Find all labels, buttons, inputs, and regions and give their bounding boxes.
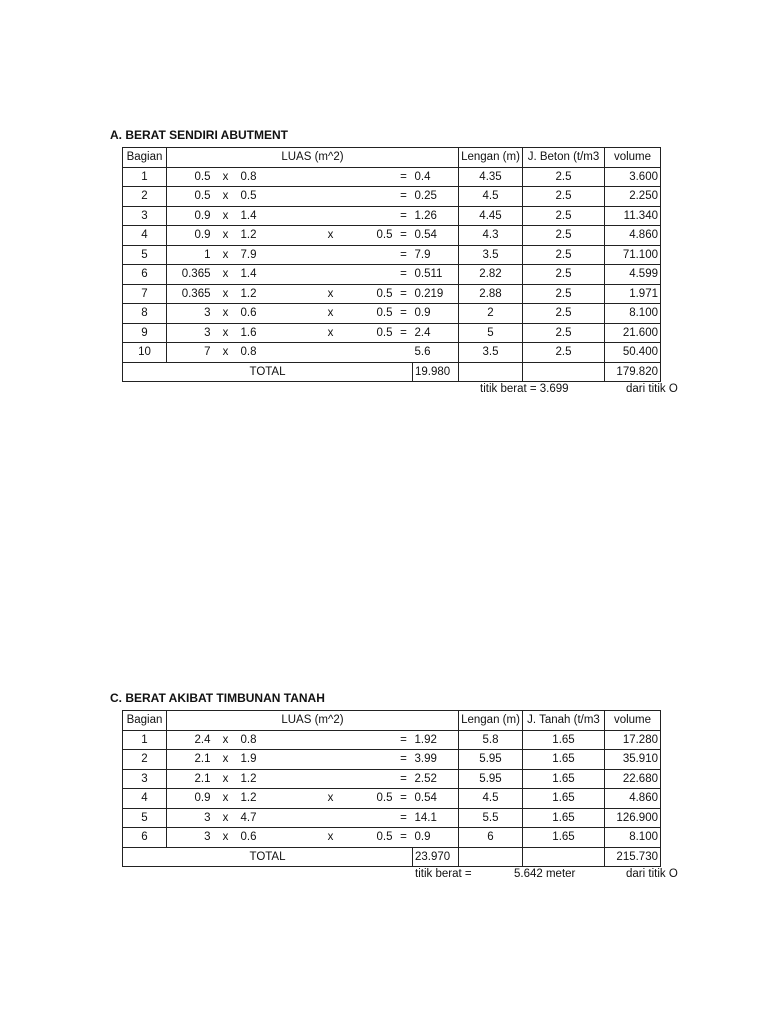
cell-times-2: x (309, 789, 353, 809)
cell-luas: 0.9 (413, 828, 459, 848)
cell-dim-c (353, 167, 395, 187)
cell-equals: = (395, 789, 413, 809)
cell-volume: 11.340 (605, 206, 661, 226)
header-lengan: Lengan (m) (459, 711, 523, 731)
cell-lengan: 2.82 (459, 265, 523, 285)
cell-lengan: 4.3 (459, 226, 523, 246)
cell-bagian: 6 (123, 828, 167, 848)
cell-equals: = (395, 304, 413, 324)
cell-lengan: 5 (459, 323, 523, 343)
cell-lengan: 5.95 (459, 769, 523, 789)
table-row (123, 750, 661, 770)
cell-berat-jenis: 1.65 (523, 808, 605, 828)
cell-volume: 17.280 (605, 730, 661, 750)
cell-berat-jenis: 2.5 (523, 323, 605, 343)
cell-lengan: 4.45 (459, 206, 523, 226)
cell-equals: = (395, 226, 413, 246)
abutment-weight-table (122, 147, 661, 382)
cell-times-2 (309, 206, 353, 226)
cell-dim-c (353, 265, 395, 285)
cell-dim-b: 1.2 (239, 789, 309, 809)
table-row (123, 808, 661, 828)
table-row (123, 226, 661, 246)
cell-berat-jenis: 1.65 (523, 769, 605, 789)
cell-dim-b: 1.2 (239, 769, 309, 789)
cell-berat-jenis: 1.65 (523, 730, 605, 750)
cell-dim-a: 7 (167, 343, 213, 363)
header-berat-jenis: J. Tanah (t/m3 (523, 711, 605, 731)
header-bagian: Bagian (123, 148, 167, 168)
header-luas: LUAS (m^2) (167, 711, 459, 731)
total-empty-lengan (459, 362, 523, 382)
cell-dim-b: 1.2 (239, 226, 309, 246)
cell-equals: = (395, 808, 413, 828)
cell-berat-jenis: 2.5 (523, 187, 605, 207)
cell-times-1: x (213, 730, 239, 750)
cell-dim-c (353, 187, 395, 207)
cell-volume: 50.400 (605, 343, 661, 363)
cell-dim-c (353, 808, 395, 828)
cell-dim-b: 0.8 (239, 343, 309, 363)
cell-luas: 2.4 (413, 323, 459, 343)
cell-volume: 2.250 (605, 187, 661, 207)
cell-dim-b: 1.6 (239, 323, 309, 343)
cell-berat-jenis: 2.5 (523, 167, 605, 187)
cell-luas: 0.54 (413, 789, 459, 809)
cell-equals (395, 343, 413, 363)
cell-volume: 1.971 (605, 284, 661, 304)
cell-luas: 0.9 (413, 304, 459, 324)
cell-volume: 126.900 (605, 808, 661, 828)
titik-berat-value: 5.642 meter (514, 868, 576, 880)
total-row (123, 847, 661, 867)
table-row (123, 245, 661, 265)
cell-times-2 (309, 769, 353, 789)
cell-equals: = (395, 284, 413, 304)
cell-times-1: x (213, 323, 239, 343)
cell-bagian: 6 (123, 265, 167, 285)
cell-equals: = (395, 245, 413, 265)
cell-luas: 3.99 (413, 750, 459, 770)
cell-lengan: 6 (459, 828, 523, 848)
header-volume: volume (605, 148, 661, 168)
cell-times-2 (309, 808, 353, 828)
cell-volume: 4.860 (605, 789, 661, 809)
total-empty-lengan (459, 847, 523, 867)
cell-times-2: x (309, 323, 353, 343)
section-title: C. BERAT AKIBAT TIMBUNAN TANAH (110, 691, 325, 705)
total-label: TOTAL (123, 362, 413, 382)
cell-lengan: 4.5 (459, 187, 523, 207)
cell-times-1: x (213, 245, 239, 265)
cell-equals: = (395, 750, 413, 770)
cell-dim-c: 0.5 (353, 789, 395, 809)
cell-volume: 35.910 (605, 750, 661, 770)
cell-bagian: 5 (123, 808, 167, 828)
cell-dim-a: 0.9 (167, 206, 213, 226)
cell-luas: 0.54 (413, 226, 459, 246)
cell-berat-jenis: 1.65 (523, 828, 605, 848)
cell-bagian: 4 (123, 789, 167, 809)
cell-luas: 7.9 (413, 245, 459, 265)
cell-dim-c: 0.5 (353, 226, 395, 246)
total-empty-berat-jenis (523, 847, 605, 867)
cell-dim-a: 2.4 (167, 730, 213, 750)
cell-luas: 0.219 (413, 284, 459, 304)
cell-dim-b: 0.8 (239, 167, 309, 187)
cell-dim-c (353, 769, 395, 789)
cell-times-2 (309, 265, 353, 285)
cell-bagian: 3 (123, 769, 167, 789)
table-row (123, 187, 661, 207)
table-row (123, 265, 661, 285)
cell-equals: = (395, 323, 413, 343)
cell-dim-b: 1.4 (239, 206, 309, 226)
cell-luas: 0.511 (413, 265, 459, 285)
cell-times-1: x (213, 226, 239, 246)
total-label: TOTAL (123, 847, 413, 867)
table-row (123, 206, 661, 226)
cell-berat-jenis: 1.65 (523, 750, 605, 770)
cell-times-2 (309, 343, 353, 363)
cell-lengan: 2 (459, 304, 523, 324)
cell-times-1: x (213, 769, 239, 789)
cell-times-1: x (213, 206, 239, 226)
cell-lengan: 4.5 (459, 789, 523, 809)
cell-dim-b: 7.9 (239, 245, 309, 265)
header-volume: volume (605, 711, 661, 731)
cell-bagian: 2 (123, 187, 167, 207)
cell-bagian: 1 (123, 730, 167, 750)
cell-luas: 2.52 (413, 769, 459, 789)
table-row (123, 730, 661, 750)
cell-times-2: x (309, 284, 353, 304)
table-row (123, 284, 661, 304)
cell-lengan: 3.5 (459, 245, 523, 265)
table-row (123, 769, 661, 789)
cell-dim-a: 0.365 (167, 265, 213, 285)
cell-times-1: x (213, 187, 239, 207)
cell-luas: 0.25 (413, 187, 459, 207)
cell-dim-b: 0.8 (239, 730, 309, 750)
cell-dim-a: 3 (167, 828, 213, 848)
total-volume: 179.820 (605, 362, 661, 382)
cell-bagian: 5 (123, 245, 167, 265)
cell-dim-a: 3 (167, 808, 213, 828)
cell-times-2 (309, 245, 353, 265)
cell-bagian: 4 (123, 226, 167, 246)
titik-berat-label: titik berat = 3.699 (480, 383, 569, 395)
cell-bagian: 8 (123, 304, 167, 324)
cell-dim-b: 1.4 (239, 265, 309, 285)
cell-dim-a: 3 (167, 323, 213, 343)
cell-volume: 8.100 (605, 828, 661, 848)
cell-lengan: 5.5 (459, 808, 523, 828)
cell-volume: 22.680 (605, 769, 661, 789)
cell-lengan: 5.8 (459, 730, 523, 750)
table-row (123, 343, 661, 363)
cell-dim-c (353, 730, 395, 750)
cell-luas: 5.6 (413, 343, 459, 363)
cell-equals: = (395, 167, 413, 187)
section-title: A. BERAT SENDIRI ABUTMENT (110, 128, 288, 142)
titik-berat-reference: dari titik O (626, 383, 678, 395)
cell-berat-jenis: 2.5 (523, 206, 605, 226)
cell-berat-jenis: 2.5 (523, 284, 605, 304)
cell-lengan: 5.95 (459, 750, 523, 770)
cell-volume: 4.860 (605, 226, 661, 246)
cell-volume: 71.100 (605, 245, 661, 265)
cell-luas: 0.4 (413, 167, 459, 187)
cell-equals: = (395, 769, 413, 789)
cell-times-1: x (213, 167, 239, 187)
table-row (123, 828, 661, 848)
cell-dim-c (353, 245, 395, 265)
cell-times-2: x (309, 828, 353, 848)
header-luas: LUAS (m^2) (167, 148, 459, 168)
titik-berat-reference: dari titik O (626, 868, 678, 880)
cell-bagian: 10 (123, 343, 167, 363)
cell-volume: 4.599 (605, 265, 661, 285)
cell-dim-b: 0.5 (239, 187, 309, 207)
cell-bagian: 2 (123, 750, 167, 770)
cell-luas: 1.26 (413, 206, 459, 226)
cell-times-1: x (213, 343, 239, 363)
cell-lengan: 2.88 (459, 284, 523, 304)
cell-dim-a: 0.9 (167, 226, 213, 246)
cell-dim-b: 4.7 (239, 808, 309, 828)
cell-dim-c: 0.5 (353, 828, 395, 848)
cell-equals: = (395, 828, 413, 848)
cell-volume: 21.600 (605, 323, 661, 343)
header-lengan: Lengan (m) (459, 148, 523, 168)
cell-dim-b: 0.6 (239, 304, 309, 324)
cell-berat-jenis: 2.5 (523, 245, 605, 265)
cell-dim-a: 0.365 (167, 284, 213, 304)
cell-bagian: 1 (123, 167, 167, 187)
cell-dim-a: 0.5 (167, 167, 213, 187)
cell-dim-c: 0.5 (353, 304, 395, 324)
cell-bagian: 9 (123, 323, 167, 343)
cell-dim-a: 0.5 (167, 187, 213, 207)
cell-berat-jenis: 2.5 (523, 226, 605, 246)
cell-berat-jenis: 2.5 (523, 304, 605, 324)
cell-times-1: x (213, 828, 239, 848)
cell-equals: = (395, 206, 413, 226)
cell-bagian: 3 (123, 206, 167, 226)
total-row (123, 362, 661, 382)
cell-times-1: x (213, 808, 239, 828)
header-berat-jenis: J. Beton (t/m3 (523, 148, 605, 168)
cell-times-2 (309, 750, 353, 770)
header-row (123, 711, 661, 731)
cell-dim-c (353, 343, 395, 363)
soil-weight-table (122, 710, 661, 867)
cell-dim-c: 0.5 (353, 284, 395, 304)
cell-dim-a: 2.1 (167, 769, 213, 789)
cell-equals: = (395, 265, 413, 285)
cell-dim-a: 1 (167, 245, 213, 265)
cell-lengan: 4.35 (459, 167, 523, 187)
total-empty-berat-jenis (523, 362, 605, 382)
total-volume: 215.730 (605, 847, 661, 867)
cell-times-2 (309, 187, 353, 207)
cell-bagian: 7 (123, 284, 167, 304)
cell-equals: = (395, 730, 413, 750)
table-row (123, 323, 661, 343)
cell-equals: = (395, 187, 413, 207)
table-row (123, 304, 661, 324)
cell-dim-c: 0.5 (353, 323, 395, 343)
cell-volume: 3.600 (605, 167, 661, 187)
cell-times-1: x (213, 304, 239, 324)
total-luas: 19.980 (413, 362, 459, 382)
cell-times-2 (309, 730, 353, 750)
cell-times-2: x (309, 304, 353, 324)
total-luas: 23.970 (413, 847, 459, 867)
cell-times-1: x (213, 284, 239, 304)
cell-dim-b: 0.6 (239, 828, 309, 848)
cell-lengan: 3.5 (459, 343, 523, 363)
cell-times-1: x (213, 265, 239, 285)
cell-times-2: x (309, 226, 353, 246)
cell-dim-c (353, 750, 395, 770)
cell-times-1: x (213, 789, 239, 809)
cell-dim-b: 1.9 (239, 750, 309, 770)
cell-times-1: x (213, 750, 239, 770)
table-row (123, 789, 661, 809)
cell-volume: 8.100 (605, 304, 661, 324)
cell-dim-b: 1.2 (239, 284, 309, 304)
cell-dim-a: 3 (167, 304, 213, 324)
table-row (123, 167, 661, 187)
cell-dim-a: 2.1 (167, 750, 213, 770)
cell-berat-jenis: 2.5 (523, 265, 605, 285)
cell-dim-c (353, 206, 395, 226)
cell-times-2 (309, 167, 353, 187)
cell-luas: 1.92 (413, 730, 459, 750)
cell-berat-jenis: 2.5 (523, 343, 605, 363)
cell-dim-a: 0.9 (167, 789, 213, 809)
titik-berat-label: titik berat = (415, 868, 472, 880)
header-row (123, 148, 661, 168)
cell-berat-jenis: 1.65 (523, 789, 605, 809)
cell-luas: 14.1 (413, 808, 459, 828)
header-bagian: Bagian (123, 711, 167, 731)
